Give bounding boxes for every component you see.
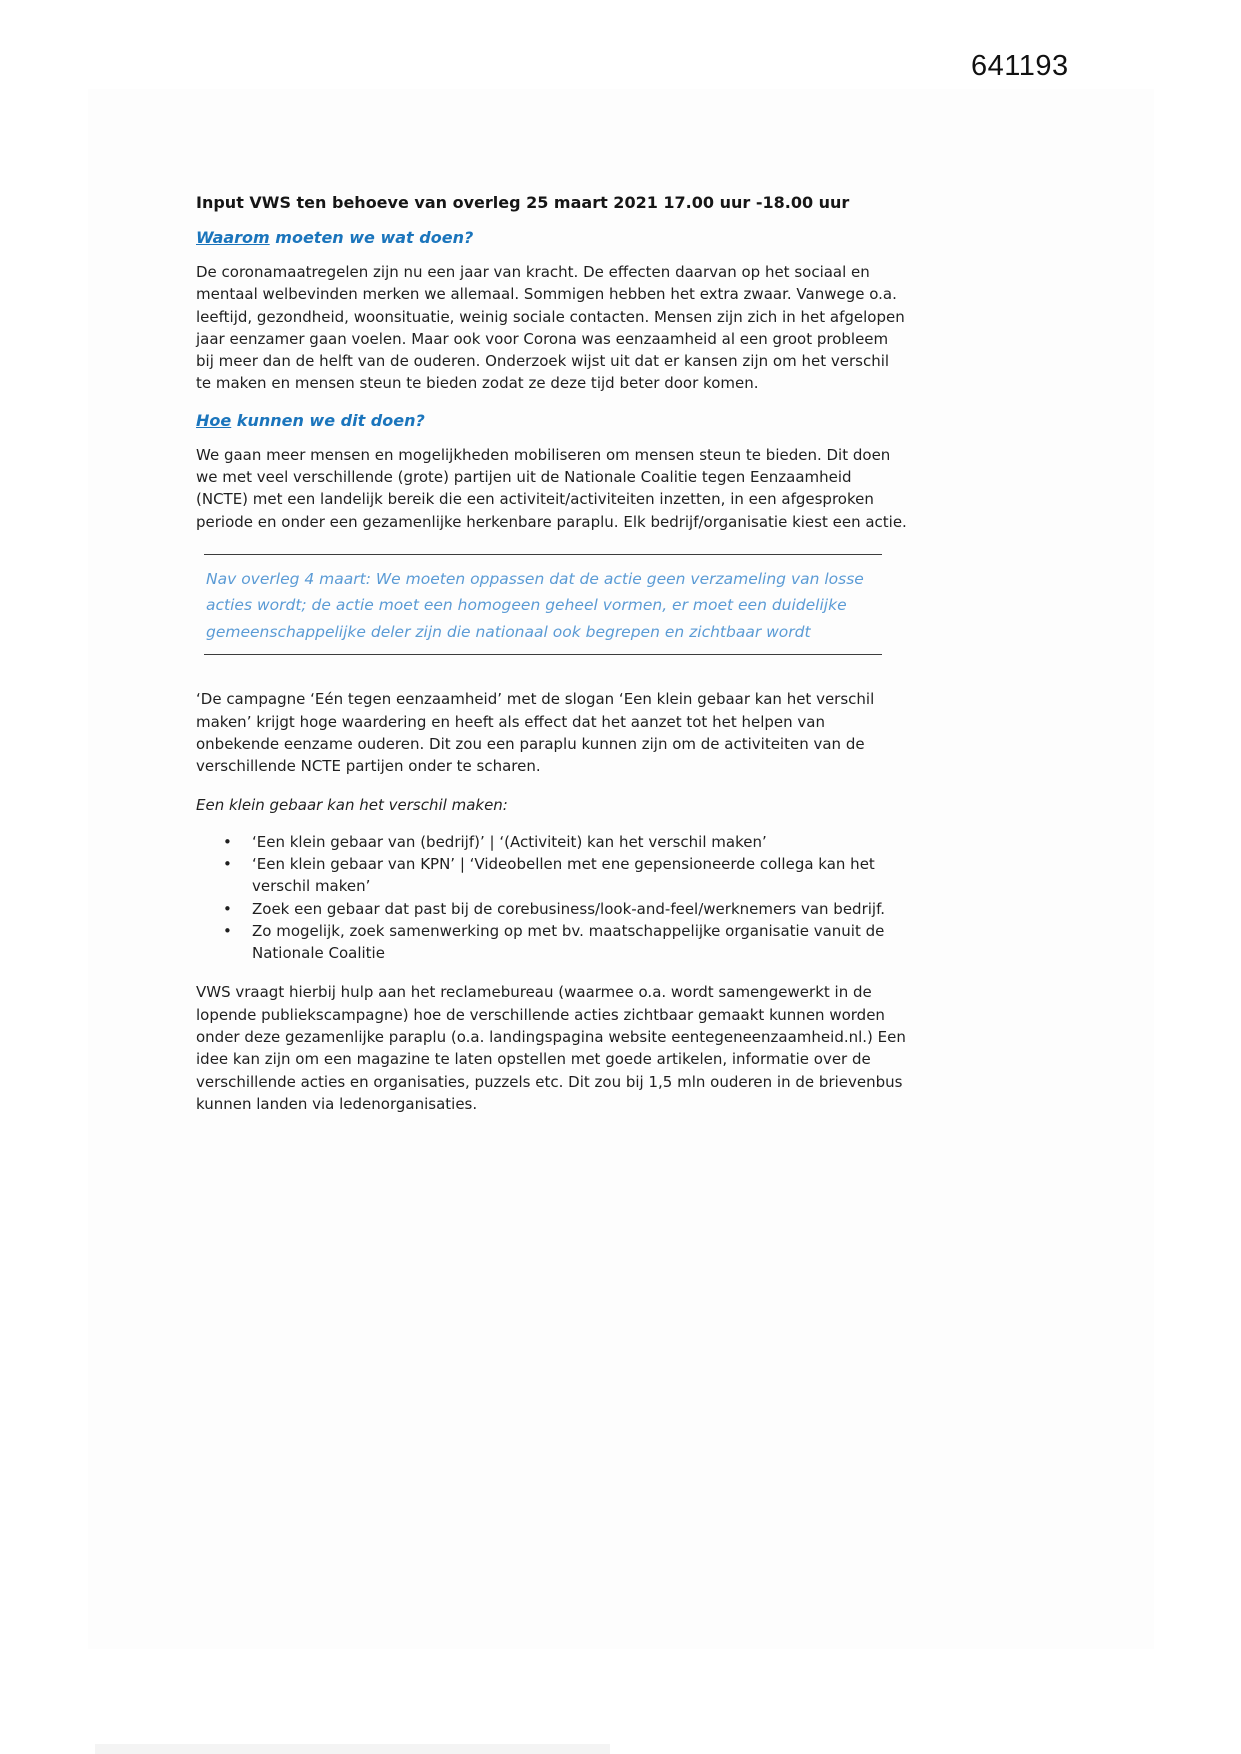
document-number: 641193 — [971, 50, 1069, 82]
bullet-icon: • — [223, 921, 232, 940]
section-how-heading — [196, 411, 908, 431]
section-why-paragraph: De coronamaatregelen zijn nu een jaar van kracht. De effecten daarvan op het sociaal en mentaal welbevinden merken we allemaal. Sommigen hebben het extra zwaar. Vanwege o.a. leeftijd, gezondheid, woonsituatie, weinig sociale contacten. Mensen zijn zich in het afgelopen jaar eenzamer gaan voelen. Maar ook voor Corona was eenzaamheid al een groot probleem bij meer dan de helft van de ouderen. Onderzoek wijst uit dat er kansen zijn om het verschil te maken en mensen steun te bieden zodat ze deze tijd beter door komen. — [196, 263, 905, 393]
closing-paragraph: VWS vraagt hierbij hulp aan het reclamebureau (waarmee o.a. wordt samengewerkt in de lopende publiekscampagne) hoe de verschillende acties zichtbaar gemaakt kunnen worden onder deze gezamenlijke paraplu (o.a. landingspagina website eentegeneenzaamheid.nl.) Een idee kan zijn om een magazine te laten opstellen met goede artikelen, informatie over de verschillende acties en organisaties, puzzels etc. Dit zou bij 1,5 mln ouderen in de brievenbus kunnen landen via ledenorganisaties. — [196, 983, 906, 1113]
document-content — [196, 193, 908, 1115]
list-item — [196, 831, 908, 853]
section-how-paragraph: We gaan meer mensen en mogelijkheden mobiliseren om mensen steun te bieden. Dit doen we met veel verschillende (grote) partijen uit de Nationale Coalitie tegen Eenzaamheid (NCTE) met een landelijk bereik die een activiteit/activiteiten inzetten, in een afgesproken periode en onder een gezamenlijke herkenbare paraplu. Elk bedrijf/organisatie kiest een actie. — [196, 445, 907, 531]
list-item — [196, 920, 908, 965]
document-title: Input VWS ten behoeve van overleg 25 maart 2021 17.00 uur -18.00 uur — [196, 193, 850, 212]
list-item-text: ‘Een klein gebaar van (bedrijf)’ | ‘(Activiteit) kan het verschil maken’ — [252, 832, 767, 851]
section-why-heading — [196, 228, 908, 248]
campaign-paragraph: ‘De campagne ‘Eén tegen eenzaamheid’ met de slogan ‘Een klein gebaar kan het verschil maken’ krijgt hoge waardering en heeft als effect dat het aanzet tot het helpen van onbekende eenzame ouderen. Dit zou een paraplu kunnen zijn om de activiteiten van de verschillende NCTE partijen onder te scharen. — [196, 690, 875, 776]
list-item-text: Zo mogelijk, zoek samenwerking op met bv. maatschappelijke organisatie vanuit de Nationale Coalitie — [252, 921, 885, 963]
page-bottom-edge — [95, 1744, 610, 1754]
section-why-heading-rest: moeten we wat doen? — [269, 228, 474, 247]
bullet-icon: • — [223, 832, 232, 851]
list-item-text: ‘Een klein gebaar van KPN’ | ‘Videobellen met ene gepensioneerde collega kan het verschil maken’ — [252, 854, 875, 896]
quote-bottom-rule — [204, 654, 882, 655]
list-item-text: Zoek een gebaar dat past bij de corebusiness/look-and-feel/werknemers van bedrijf. — [252, 899, 886, 918]
section-how-heading-rest: kunnen we dit doen? — [231, 410, 425, 430]
section-why-heading-underlined: Waarom — [196, 228, 270, 247]
quote-top-rule — [204, 554, 882, 555]
bullet-icon: • — [223, 899, 232, 918]
list-item — [196, 898, 908, 920]
section-how-heading-underlined: Hoe — [196, 410, 232, 430]
quote-block — [196, 554, 908, 656]
bullet-icon: • — [223, 854, 232, 873]
list-item — [196, 853, 908, 898]
quote-text: Nav overleg 4 maart: We moeten oppassen dat de actie geen verzameling van losse acties wordt; de actie moet een homogeen geheel vormen, er moet een duidelijke gemeenschappelijke deler zijn die nationaal ook begrepen en zichtbaar wordt — [206, 569, 864, 641]
list-intro: Een klein gebaar kan het verschil maken: — [196, 795, 508, 814]
bullet-list — [196, 831, 908, 965]
